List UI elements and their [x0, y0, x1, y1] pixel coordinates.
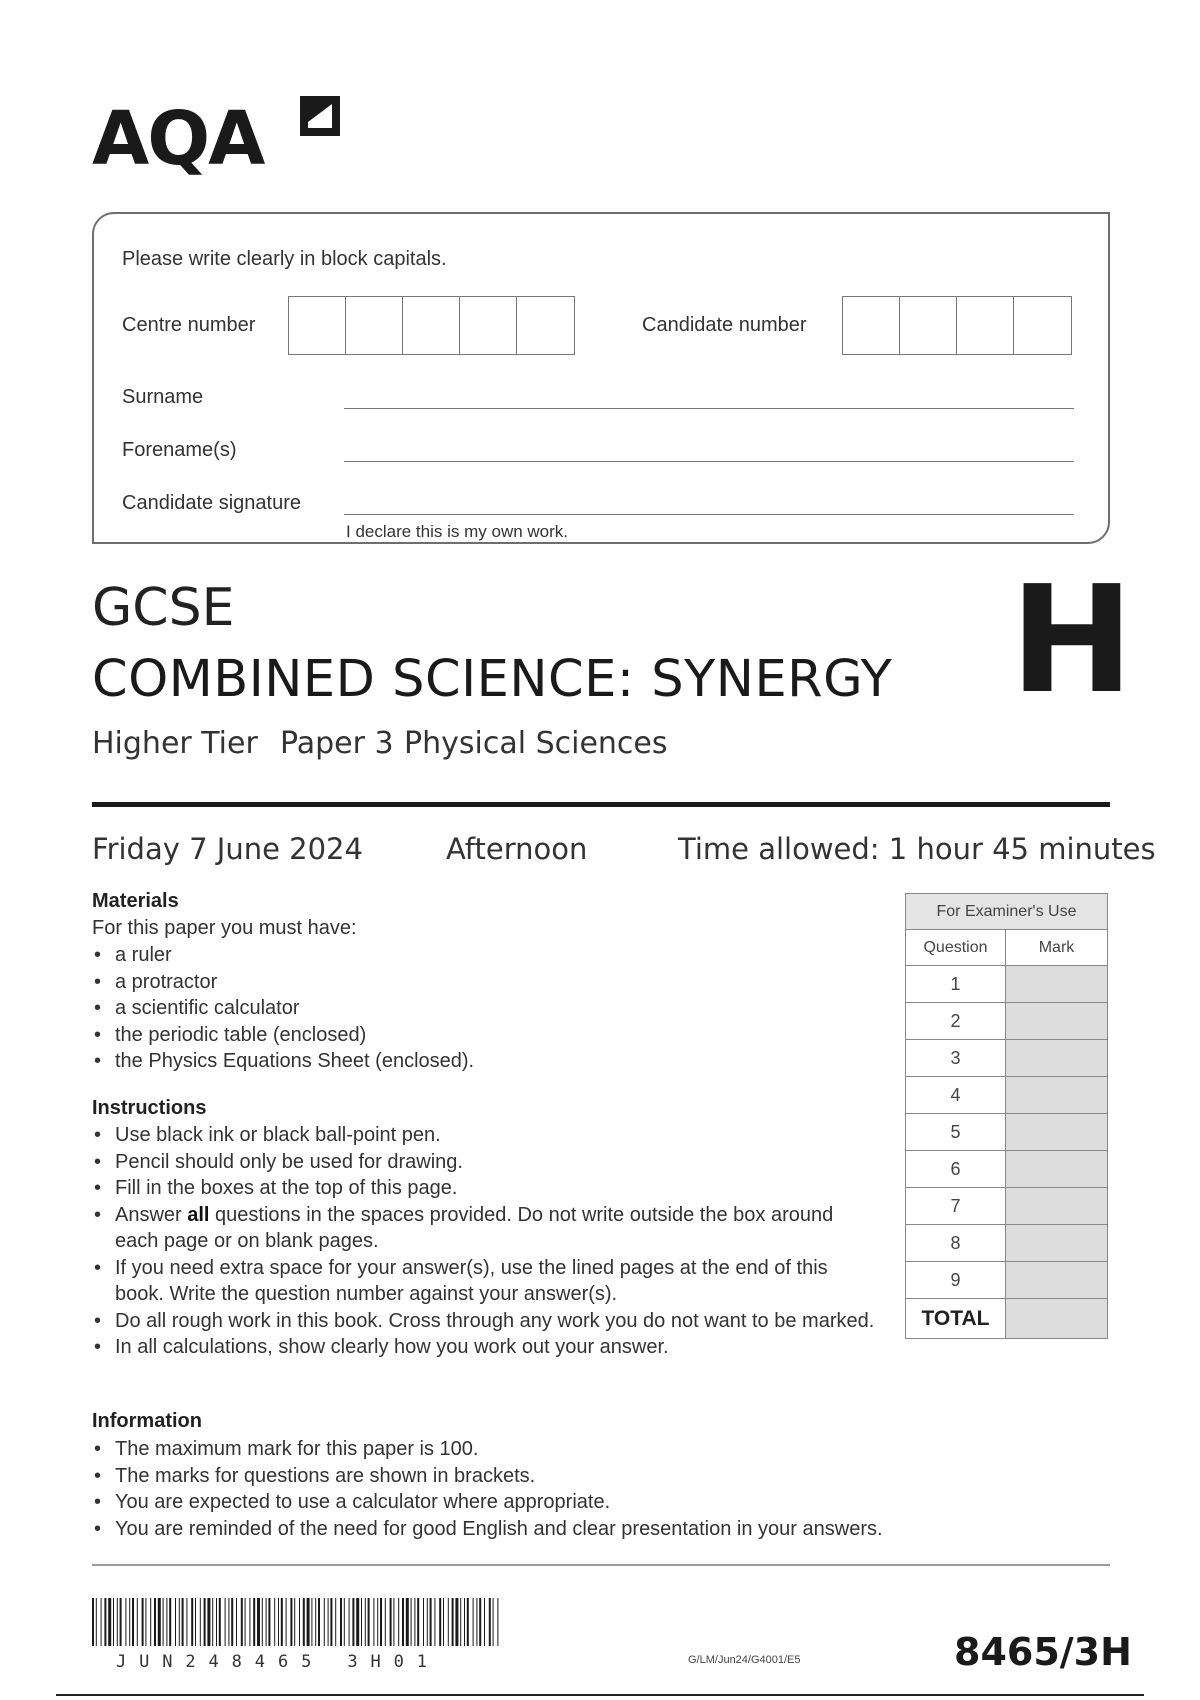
mark-cell	[1006, 1188, 1108, 1225]
surname-line[interactable]	[344, 408, 1074, 409]
candidate-number-box[interactable]	[957, 297, 1014, 354]
centre-number-box[interactable]	[289, 297, 346, 354]
exam-session: Afternoon	[446, 832, 588, 866]
mark-cell	[1006, 1151, 1108, 1188]
question-number: 3	[906, 1040, 1006, 1077]
declaration-text: I declare this is my own work.	[346, 522, 569, 541]
list-item: • the Physics Equations Sheet (enclosed).	[92, 1048, 474, 1075]
paper-code: 8465/3H	[954, 1630, 1132, 1674]
qualification-title: GCSE	[92, 578, 235, 638]
tier-label: Higher Tier	[92, 726, 258, 761]
signature-label: Candidate signature	[122, 492, 302, 514]
instructions-list	[92, 1122, 882, 1361]
barcode-number: JUN248465 3H01	[116, 1652, 440, 1672]
answer-text-before: Answer	[115, 1203, 188, 1226]
list-item: • a scientific calculator	[92, 995, 474, 1022]
instructions-heading: Instructions	[92, 1097, 207, 1119]
list-item: • Fill in the boxes at the top of this page.	[92, 1175, 882, 1202]
candidate-details-box	[92, 212, 1110, 544]
subject-title: COMBINED SCIENCE: SYNERGY	[92, 650, 893, 709]
list-item	[92, 1202, 882, 1255]
title-divider	[92, 802, 1110, 807]
list-item: • In all calculations, show clearly how you work out your answer.	[92, 1334, 882, 1361]
centre-number-box[interactable]	[517, 297, 574, 354]
footer-divider	[92, 1564, 1110, 1566]
logo-text: AQA	[92, 96, 264, 182]
forenames-label: Forename(s)	[122, 439, 237, 461]
answer-text-after: questions in the spaces provided. Do not write outside the box around each page or on blank pages.	[115, 1203, 834, 1252]
candidate-number-label: Candidate number	[642, 314, 807, 336]
answer-emphasis: all	[187, 1203, 210, 1226]
paper-name: Physical Sciences	[404, 726, 668, 761]
candidate-number-box[interactable]	[843, 297, 900, 354]
barcode	[92, 1598, 502, 1656]
page-bottom-rule	[56, 1694, 1144, 1696]
block-capitals-prompt: Please write clearly in block capitals.	[122, 248, 447, 270]
time-allowed: Time allowed: 1 hour 45 minutes	[678, 832, 1156, 866]
examiner-table-header: For Examiner's Use	[906, 894, 1108, 930]
exam-date: Friday 7 June 2024	[92, 832, 363, 866]
question-number: 8	[906, 1225, 1006, 1262]
question-column-header: Question	[906, 930, 1006, 966]
centre-number-boxes[interactable]	[288, 296, 575, 355]
candidate-number-box[interactable]	[1014, 297, 1071, 354]
mark-cell	[1006, 1077, 1108, 1114]
question-number: 4	[906, 1077, 1006, 1114]
list-item: • The marks for questions are shown in brackets.	[92, 1463, 883, 1490]
mark-column-header: Mark	[1006, 930, 1108, 966]
total-label: TOTAL	[906, 1299, 1006, 1339]
centre-number-label: Centre number	[122, 314, 256, 336]
paper-label: Paper 3	[280, 726, 394, 761]
question-number: 9	[906, 1262, 1006, 1299]
list-item: • Use black ink or black ball-point pen.	[92, 1122, 882, 1149]
materials-list	[92, 942, 474, 1075]
information-list	[92, 1436, 883, 1542]
total-mark-cell	[1006, 1299, 1108, 1339]
list-item: • Pencil should only be used for drawing.	[92, 1149, 882, 1176]
centre-number-box[interactable]	[460, 297, 517, 354]
question-number: 1	[906, 966, 1006, 1003]
list-item: • You are expected to use a calculator where appropriate.	[92, 1489, 883, 1516]
list-item: • If you need extra space for your answer(s), use the lined pages at the end of this book. Write the question number against your answer(s).	[92, 1255, 882, 1308]
mark-cell	[1006, 1040, 1108, 1077]
aqa-logo	[92, 92, 362, 182]
question-number: 6	[906, 1151, 1006, 1188]
candidate-number-boxes[interactable]	[842, 296, 1072, 355]
list-item: • the periodic table (enclosed)	[92, 1022, 474, 1049]
examiner-use-table	[905, 893, 1108, 1339]
materials-heading: Materials	[92, 890, 179, 912]
signature-line[interactable]	[344, 514, 1074, 515]
document-reference: G/LM/Jun24/G4001/E5	[688, 1654, 801, 1666]
information-heading: Information	[92, 1410, 202, 1432]
list-item: • a ruler	[92, 942, 474, 969]
mark-cell	[1006, 1225, 1108, 1262]
logo-mark-icon	[296, 92, 344, 140]
mark-cell	[1006, 1114, 1108, 1151]
list-item: • a protractor	[92, 969, 474, 996]
mark-cell	[1006, 1262, 1108, 1299]
question-number: 2	[906, 1003, 1006, 1040]
question-number: 7	[906, 1188, 1006, 1225]
list-item: • You are reminded of the need for good English and clear presentation in your answers.	[92, 1516, 883, 1543]
mark-cell	[1006, 1003, 1108, 1040]
centre-number-box[interactable]	[346, 297, 403, 354]
candidate-number-box[interactable]	[900, 297, 957, 354]
question-number: 5	[906, 1114, 1006, 1151]
list-item: • Do all rough work in this book. Cross through any work you do not want to be marked.	[92, 1308, 882, 1335]
list-item: • The maximum mark for this paper is 100.	[92, 1436, 883, 1463]
tier-letter: H	[1010, 554, 1134, 726]
materials-intro: For this paper you must have:	[92, 917, 357, 939]
centre-number-box[interactable]	[403, 297, 460, 354]
mark-cell	[1006, 966, 1108, 1003]
surname-label: Surname	[122, 386, 204, 408]
forenames-line[interactable]	[344, 461, 1074, 462]
